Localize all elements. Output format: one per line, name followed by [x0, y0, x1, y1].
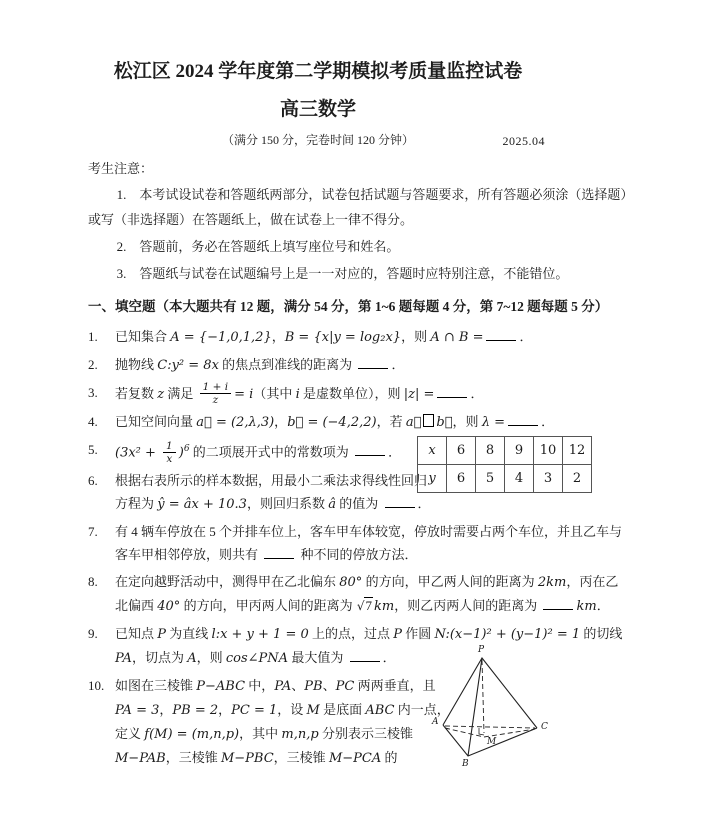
notice-item: 3. 答题纸与试卷在试题编号上是一一对应的，答题时应特别注意，不能错位。	[116, 266, 569, 281]
math-segment: z	[157, 386, 165, 402]
edge-mc-dashed	[484, 729, 535, 737]
text-segment: 满足	[164, 385, 197, 401]
text-segment: ，若	[376, 414, 406, 430]
figure-label-a: A	[432, 716, 439, 727]
text-segment: ，则回归系数	[246, 495, 329, 511]
questions	[88, 325, 630, 770]
math-segment: PA	[274, 678, 292, 694]
answer-blank	[437, 384, 467, 398]
math-segment: f(M) = (m,n,p)	[144, 726, 240, 742]
fraction	[200, 381, 232, 406]
exam-info: （满分 150 分，完卷时间 120 分钟）	[221, 133, 414, 147]
text-segment: ，	[159, 701, 173, 717]
edge-pm-dashed	[482, 660, 484, 733]
table-cell: 2	[563, 464, 592, 492]
math-segment: b⃗ = (−4,2,2)	[287, 415, 377, 431]
figure-label-m: M	[487, 736, 497, 747]
math-segment: M−PAB	[115, 750, 166, 766]
question-item	[88, 520, 630, 566]
tetrahedron-svg	[435, 644, 555, 779]
math-segment: km	[373, 598, 395, 614]
table-cell: 12	[563, 436, 592, 464]
math-segment: PB = 2	[172, 702, 219, 718]
notice-item: 1. 本考试设试卷和答题纸两部分，试卷包括试题与答题要求，所有答题必须涂（选择题）或写（非选择题）在答题纸上，做在试卷上一律不得分。	[88, 187, 627, 227]
math-segment: 2km	[537, 574, 567, 590]
answer-blank	[350, 648, 380, 662]
text-segment: 在定向越野活动中，测得甲在乙北偏东	[115, 573, 340, 589]
fraction-denominator: z	[212, 394, 219, 407]
math-segment: |z| =	[403, 386, 435, 402]
answer-blank	[355, 442, 385, 456]
question-item	[88, 381, 630, 406]
text-segment: ，其中	[239, 725, 282, 741]
text-segment: ．	[470, 385, 484, 401]
math-segment: l:x + y + 1 = 0	[211, 626, 309, 642]
text-segment: 是虚数单位），则	[299, 385, 404, 401]
figure-label-b: B	[462, 758, 469, 769]
text-segment: ，则	[196, 649, 226, 665]
math-segment: b⃗	[436, 415, 453, 431]
table-row	[418, 464, 592, 492]
text-segment: 已知点	[115, 625, 158, 641]
text-segment: ，切点为	[131, 649, 188, 665]
text-segment: ，三棱锥	[273, 749, 329, 765]
math-segment: m,n,p	[281, 726, 319, 742]
math-segment: = i	[234, 386, 254, 402]
fraction	[163, 440, 176, 465]
math-segment: A ∩ B =	[430, 330, 484, 345]
question-text	[115, 520, 630, 566]
table-cell: 10	[534, 436, 563, 464]
question-text	[115, 353, 630, 377]
math-segment: N:(x−1)² + (y−1)² = 1	[434, 626, 581, 642]
question-number: 9.	[88, 625, 98, 641]
text-segment: 中，	[245, 677, 275, 693]
math-segment: A = {−1,0,1,2}	[170, 330, 272, 345]
text-segment: 内一点，定义	[115, 701, 450, 741]
question-item	[88, 353, 630, 377]
text-segment: 的焦点到准线的距离为	[218, 357, 356, 372]
radicand: 7	[365, 597, 372, 613]
question-number: 6.	[88, 472, 98, 488]
exam-info-row	[88, 132, 630, 148]
answer-blank	[486, 327, 516, 341]
text-segment: （其中	[253, 385, 296, 401]
table-cell: 6	[447, 436, 476, 464]
text-segment: 已知空间向量	[115, 414, 197, 430]
text-segment: ．	[417, 495, 431, 511]
text-segment: 的方向，甲丙两人间的距离为	[180, 597, 356, 613]
text-segment: 的	[381, 749, 398, 765]
math-segment: 80°	[339, 574, 363, 590]
text-segment: ，	[274, 414, 288, 430]
question-number: 10.	[88, 677, 105, 693]
question-number: 8.	[88, 573, 98, 589]
math-segment: cos∠PNA	[225, 650, 289, 666]
question-number: 5.	[88, 442, 98, 458]
math-segment: λ =	[481, 415, 506, 431]
table-cell: 6	[447, 464, 476, 492]
question-number: 3.	[88, 385, 98, 400]
question-item	[88, 325, 630, 349]
math-segment: PB	[304, 678, 323, 694]
page-title: 松江区 2024 学年度第二学期模拟考质量监控试卷	[113, 61, 523, 82]
question-text	[115, 674, 455, 770]
math-segment: â	[328, 496, 336, 512]
question-text	[115, 381, 630, 406]
answer-blank	[543, 596, 573, 610]
date-code: 2025.04	[502, 134, 545, 148]
text-segment: ．	[519, 329, 533, 344]
sample-data-table	[417, 436, 592, 493]
math-segment: 40°	[157, 598, 181, 614]
figure-label-c: C	[541, 721, 548, 732]
text-segment: 种不同的停放方法．	[297, 546, 418, 562]
fraction-numerator: 1 + i	[200, 381, 232, 394]
text-segment: 、	[291, 677, 305, 693]
table-cell: 3	[534, 464, 563, 492]
page-subtitle: 高三数学	[279, 99, 356, 120]
text-segment: 作圆	[402, 625, 435, 641]
fraction-numerator: 1	[163, 440, 176, 453]
radical-sign: √	[356, 598, 365, 613]
exam-info-zone	[88, 132, 548, 148]
text-segment: 分别表示三棱锥	[318, 725, 413, 741]
math-segment: a⃗ = (2,λ,3)	[196, 415, 275, 431]
math-segment: (3x² +	[115, 445, 161, 461]
text-segment: 的切线	[580, 625, 623, 641]
text-segment: ，	[271, 329, 285, 344]
table-cell: y	[418, 464, 447, 492]
sqrt-expression	[357, 598, 373, 613]
text-segment: 、	[322, 677, 336, 693]
answer-blank	[358, 355, 388, 369]
math-segment: )	[178, 445, 184, 461]
math-segment: PC = 1	[231, 702, 278, 718]
text-segment: 的二项展开式中的常数项为	[189, 444, 353, 460]
text-segment: 抛物线	[115, 357, 158, 372]
table-cell: 5	[476, 464, 505, 492]
text-segment: 上的点，过点	[308, 625, 394, 641]
text-segment: ，三棱锥	[165, 749, 221, 765]
edge-ac-dashed	[445, 726, 535, 728]
math-segment: P−ABC	[196, 678, 246, 694]
figure-label-p: P	[478, 644, 485, 655]
text-segment: 有 4 辆车停放在 5 个并排车位上，客车甲车体较宽，停放时需要占两个车位，并且乙车与客车甲相邻停放，则共有	[115, 523, 623, 562]
text-segment: ．	[541, 414, 555, 430]
table-cell: 4	[505, 464, 534, 492]
table-row	[418, 436, 592, 464]
text-segment: 两两垂直，且	[354, 677, 436, 693]
question-number: 4.	[88, 414, 98, 430]
math-segment: M	[306, 702, 320, 718]
text-segment: 的方向，甲乙两人间的距离为	[362, 573, 538, 589]
question-number: 7.	[88, 523, 98, 539]
question-text	[115, 570, 630, 618]
math-segment: P	[157, 626, 167, 642]
math-segment: B = {x|y = log₂x}	[284, 330, 402, 345]
text-segment: 最大值为	[288, 649, 347, 665]
question-item	[88, 410, 630, 434]
tetrahedron-figure	[432, 644, 555, 779]
question-text	[115, 469, 437, 516]
question-text	[115, 325, 630, 349]
answer-blank	[508, 412, 538, 426]
notice-list	[88, 182, 630, 286]
math-segment: ŷ = âx + 10.3	[157, 496, 247, 512]
math-segment: ABC	[365, 702, 395, 718]
math-segment: A	[187, 650, 197, 666]
text-segment: 是底面	[319, 701, 366, 717]
math-segment: M−PBC	[220, 750, 274, 766]
notice-heading: 考生注意：	[88, 161, 154, 176]
table-cell: 9	[505, 436, 534, 464]
text-segment: ．	[596, 597, 610, 613]
math-segment: PA = 3	[115, 702, 160, 718]
fraction-denominator: x	[166, 452, 173, 465]
missing-glyph-box-icon	[423, 414, 434, 427]
table-cell: x	[418, 436, 447, 464]
answer-blank	[385, 494, 415, 508]
math-segment: PA	[115, 650, 132, 666]
text-segment: 为直线	[166, 625, 212, 641]
right-angle-mark	[479, 728, 484, 735]
text-segment: ．	[391, 357, 405, 372]
text-segment: ．	[388, 444, 402, 460]
text-segment: 若复数	[115, 385, 158, 401]
math-segment: M−PCA	[328, 750, 382, 766]
text-segment: ，丙在乙北偏西	[115, 573, 619, 613]
text-segment: 的值为	[335, 495, 382, 511]
question-number: 2.	[88, 357, 98, 372]
question-number: 1.	[88, 329, 98, 344]
section-heading: 一、填空题（本大题共有 12 题，满分 54 分，第 1~6 题每题 4 分，第 7~12 题每题 5 分）	[88, 299, 609, 314]
text-segment: ，则	[401, 329, 431, 344]
edge-am-dashed	[445, 728, 484, 737]
question-item	[88, 570, 630, 618]
math-segment: i	[295, 386, 300, 402]
math-segment: km	[576, 598, 597, 614]
text-segment: 根据右表所示的样本数据，用最小二乘法求得线性回归方程为	[115, 472, 428, 511]
answer-blank	[264, 545, 294, 559]
text-segment: 如图在三棱锥	[115, 677, 197, 693]
math-segment: P	[393, 626, 403, 642]
text-segment: ．	[382, 649, 396, 665]
text-segment: 已知集合	[115, 329, 171, 344]
text-segment: ，则乙丙两人间的距离为	[394, 597, 541, 613]
text-segment: ，则	[452, 414, 482, 430]
header-block	[88, 60, 548, 122]
math-segment: PC	[335, 678, 355, 694]
table-cell: 8	[476, 436, 505, 464]
notice-item: 2. 答题前，务必在答题纸上填写座位号和姓名。	[116, 239, 400, 254]
superscript: 6	[183, 444, 190, 455]
text-segment: ，设	[277, 701, 307, 717]
question-text	[115, 410, 630, 434]
math-segment: a⃗	[405, 415, 422, 431]
math-segment: C:y² = 8x	[157, 358, 219, 373]
regression-table	[417, 436, 592, 493]
text-segment: ，	[218, 701, 232, 717]
